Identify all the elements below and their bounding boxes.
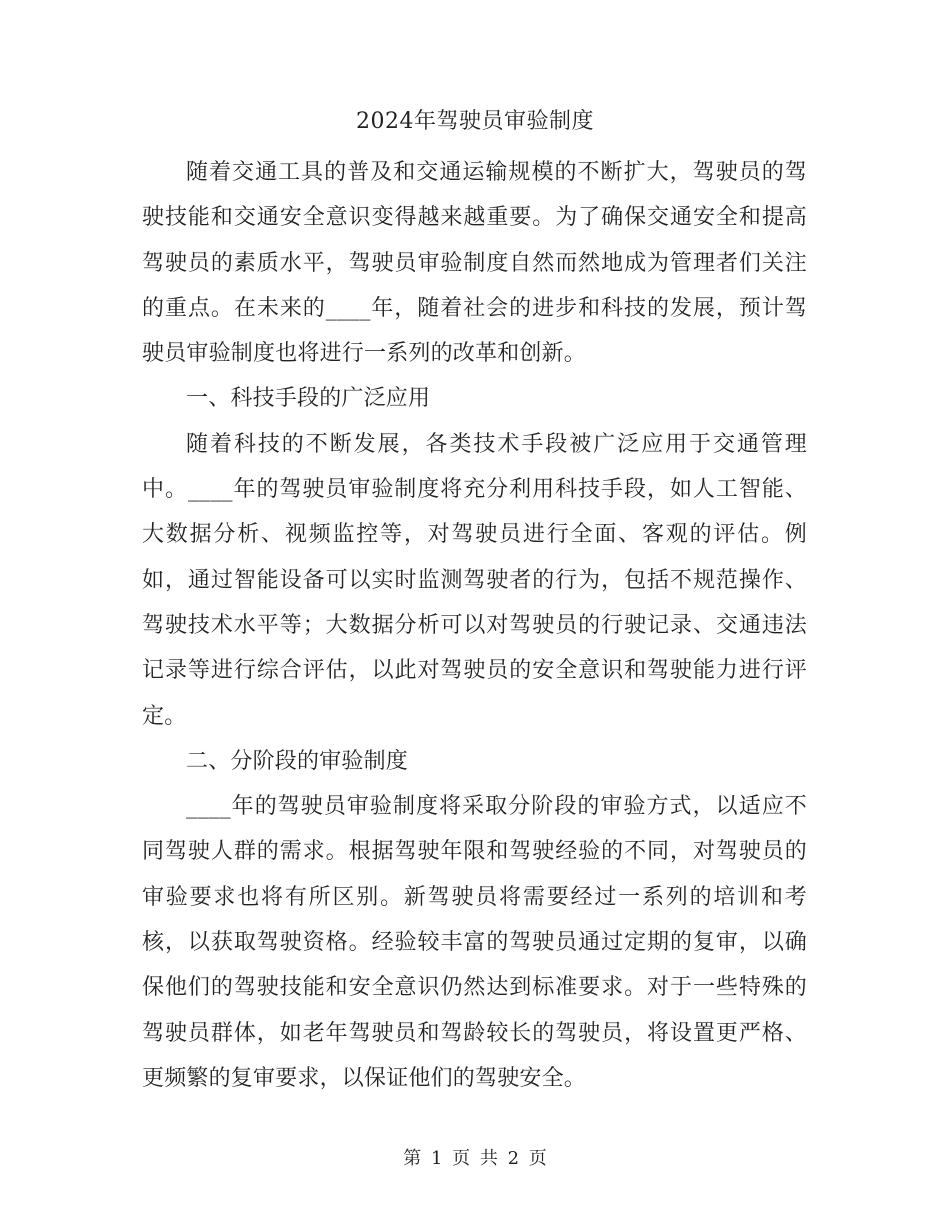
- tech-paragraph: 随着科技的不断发展，各类技术手段被广泛应用于交通管理中。____年的驾驶员审验制度将充分利用科技手段，如人工智能、大数据分析、视频监控等，对驾驶员进行全面、客观的评估。例如，通过智能设备可以实时监测驾驶者的行为，包括不规范操作、驾驶技术水平等；大数据分析可以对驾驶员的行驶记录、交通违法记录等进行综合评估，以此对驾驶员的安全意识和驾驶能力进行评定。: [142, 431, 807, 729]
- intro-paragraph: 随着交通工具的普及和交通运输规模的不断扩大，驾驶员的驾驶技能和交通安全意识变得越来越重要。为了确保交通安全和提高驾驶员的素质水平，驾驶员审验制度自然而然地成为管理者们关注的重点。在未来的____年，随着社会的进步和科技的发展，预计驾驶员审验制度也将进行一系列的改革和创新。: [142, 160, 807, 367]
- section-heading-phased: 二、分阶段的审验制度: [186, 748, 409, 774]
- document-title: 2024年驾驶员审验制度: [356, 109, 594, 134]
- page-number-footer: 第 1 页 共 2 页: [403, 1148, 547, 1169]
- phased-paragraph: ____年的驾驶员审验制度将采取分阶段的审验方式，以适应不同驾驶人群的需求。根据驾驶年限和驾驶经验的不同，对驾驶员的审验要求也将有所区别。新驾驶员将需要经过一系列的培训和考核，以获取驾驶资格。经验较丰富的驾驶员通过定期的复审，以确保他们的驾驶技能和安全意识仍然达到标准要求。对于一些特殊的驾驶员群体，如老年驾驶员和驾龄较长的驾驶员，将设置更严格、更频繁的复审要求，以保证他们的驾驶安全。: [142, 794, 807, 1091]
- section-heading-tech: 一、科技手段的广泛应用: [186, 386, 431, 412]
- document-body: [142, 150, 807, 1101]
